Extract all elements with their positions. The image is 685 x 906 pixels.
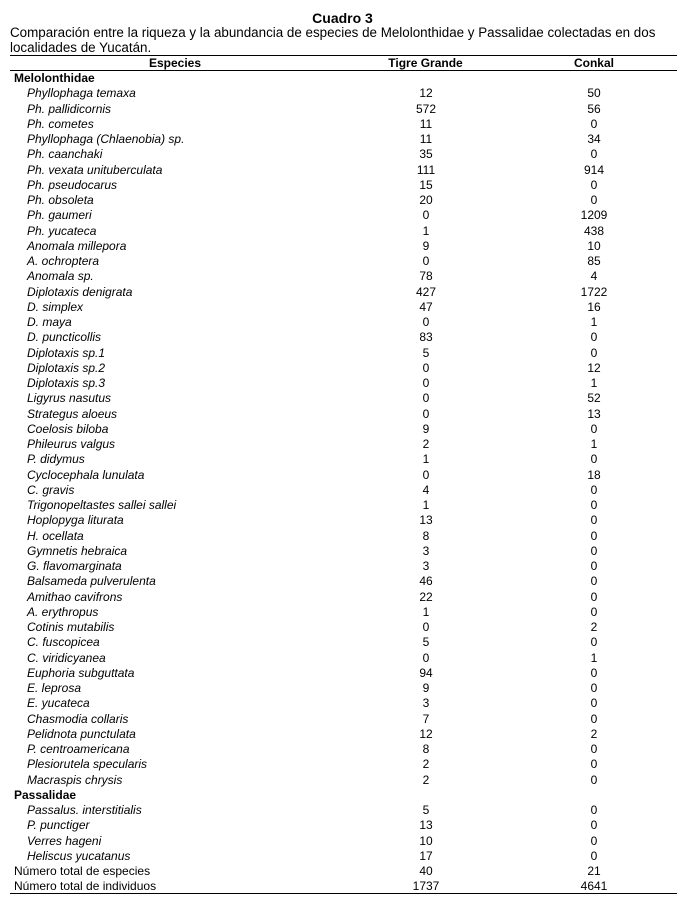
table-row <box>0 513 685 528</box>
species-cell: G. flavomarginata <box>27 559 122 573</box>
tigre-grande-cell: 0 <box>422 254 430 268</box>
tigre-grande-cell: 2 <box>422 757 430 772</box>
tigre-grande-cell: 5 <box>422 803 430 817</box>
tigre-grande-cell: 2 <box>422 437 430 451</box>
table-row <box>0 681 685 696</box>
table-row <box>0 773 685 788</box>
conkal-cell: 2 <box>590 620 598 634</box>
species-cell: A. ochroptera <box>27 254 100 268</box>
table-row <box>0 224 685 239</box>
species-cell: E. yucateca <box>27 696 90 711</box>
species-cell: Trigonopeltastes sallei sallei <box>27 498 177 512</box>
conkal-cell: 2 <box>590 726 598 741</box>
conkal-cell: 4641 <box>580 879 608 894</box>
species-cell: Melolonthidae <box>14 71 95 85</box>
species-cell: Phyllophaga temaxa <box>27 86 136 101</box>
conkal-cell: 0 <box>590 604 598 619</box>
tigre-grande-cell: 9 <box>422 238 430 253</box>
conkal-cell: 0 <box>590 498 598 512</box>
column-header-species: Especies <box>148 56 202 70</box>
species-cell: Passalus. interstitialis <box>27 803 142 817</box>
tigre-grande-cell: 111 <box>416 162 436 177</box>
table-body <box>0 71 685 895</box>
tigre-grande-cell: 13 <box>419 818 433 833</box>
species-cell: Número total de individuos <box>14 879 157 894</box>
conkal-cell: 0 <box>590 528 598 543</box>
species-cell: Verres hageni <box>27 833 102 848</box>
table-row <box>0 559 685 574</box>
table-row <box>0 300 685 315</box>
conkal-cell: 1 <box>590 437 598 451</box>
table-row <box>0 635 685 650</box>
tigre-grande-cell: 9 <box>422 421 430 436</box>
conkal-cell: 0 <box>590 452 598 467</box>
conkal-cell: 1 <box>590 650 598 665</box>
table-row <box>0 529 685 544</box>
table-row <box>0 834 685 849</box>
table-row <box>0 803 685 818</box>
conkal-cell: 0 <box>590 147 598 162</box>
species-cell: Anomala sp. <box>27 269 94 284</box>
species-cell: Ph. pallidicornis <box>27 101 112 116</box>
tigre-grande-cell: 0 <box>422 208 430 223</box>
family-row <box>0 71 685 86</box>
tigre-grande-cell: 0 <box>422 650 430 665</box>
conkal-cell: 0 <box>590 772 598 787</box>
tigre-grande-cell: 9 <box>422 681 430 695</box>
tigre-grande-cell: 11 <box>419 132 433 146</box>
tigre-grande-cell: 4 <box>422 482 430 497</box>
tigre-grande-cell: 7 <box>422 711 430 726</box>
family-row <box>0 788 685 803</box>
conkal-cell: 0 <box>590 711 598 726</box>
species-cell: D. simplex <box>27 299 84 314</box>
table-row <box>0 818 685 833</box>
table-title: Cuadro 3 <box>312 10 373 26</box>
species-cell: Ph. yucateca <box>27 223 97 238</box>
species-cell: D. maya <box>27 315 72 329</box>
conkal-cell: 0 <box>590 681 598 695</box>
table-row <box>0 483 685 498</box>
table-row <box>0 742 685 757</box>
conkal-cell: 0 <box>590 589 598 604</box>
species-cell: P. didymus <box>27 452 85 467</box>
species-cell: Hoplopyga liturata <box>27 513 124 528</box>
species-cell: Passalidae <box>14 787 77 802</box>
conkal-cell: 85 <box>587 254 601 268</box>
table-row <box>0 208 685 223</box>
tigre-grande-cell: 427 <box>415 284 437 299</box>
conkal-cell: 0 <box>590 559 598 573</box>
conkal-cell: 1 <box>590 376 598 390</box>
tigre-grande-cell: 0 <box>422 315 430 329</box>
conkal-cell: 0 <box>590 696 598 711</box>
table-row <box>0 498 685 513</box>
table-row <box>0 849 685 864</box>
tigre-grande-cell: 0 <box>422 360 430 375</box>
table-row <box>0 696 685 711</box>
table-row <box>0 285 685 300</box>
conkal-cell: 0 <box>590 848 598 863</box>
species-cell: A. erythropus <box>27 604 99 619</box>
table-bottom-rule <box>10 893 677 894</box>
species-cell: Ph. gaumeri <box>27 208 92 223</box>
tigre-grande-cell: 13 <box>419 513 433 528</box>
tigre-grande-cell: 11 <box>419 116 433 131</box>
tigre-grande-cell: 35 <box>419 147 433 162</box>
tigre-grande-cell: 0 <box>422 376 430 390</box>
species-cell: Ph. obsoleta <box>27 193 94 207</box>
species-cell: E. leprosa <box>27 681 82 695</box>
table-row <box>0 666 685 681</box>
tigre-grande-cell: 22 <box>419 589 433 604</box>
species-cell: Diplotaxis sp.1 <box>27 345 106 360</box>
conkal-cell: 0 <box>590 803 598 817</box>
species-cell: Euphoria subguttata <box>27 665 135 680</box>
table-row <box>0 117 685 132</box>
species-cell: Chasmodia collaris <box>27 711 129 726</box>
species-cell: Diplotaxis denigrata <box>27 284 133 299</box>
table-row <box>0 468 685 483</box>
conkal-cell: 914 <box>583 162 605 177</box>
conkal-cell: 4 <box>590 269 598 284</box>
table-row <box>0 590 685 605</box>
conkal-cell: 0 <box>590 116 598 131</box>
tigre-grande-cell: 3 <box>422 559 430 573</box>
table-row <box>0 651 685 666</box>
conkal-cell: 0 <box>590 193 598 207</box>
tigre-grande-cell: 1 <box>422 604 430 619</box>
conkal-cell: 438 <box>583 223 605 238</box>
table-row <box>0 86 685 101</box>
conkal-cell: 16 <box>587 299 601 314</box>
conkal-cell: 0 <box>590 421 598 436</box>
table-row <box>0 712 685 727</box>
species-cell: Cyclocephala lunulata <box>27 467 145 482</box>
tigre-grande-cell: 46 <box>419 574 433 589</box>
tigre-grande-cell: 10 <box>419 833 433 848</box>
table-row <box>0 605 685 620</box>
species-cell: Diplotaxis sp.2 <box>27 360 106 375</box>
table-row <box>0 239 685 254</box>
species-cell: Coelosis biloba <box>27 421 109 436</box>
tigre-grande-cell: 2 <box>422 772 430 787</box>
tigre-grande-cell: 5 <box>422 345 430 360</box>
table-row <box>0 178 685 193</box>
tigre-grande-cell: 15 <box>419 177 433 192</box>
table-row <box>0 132 685 147</box>
species-cell: Strategus aloeus <box>27 406 118 421</box>
conkal-cell: 0 <box>590 177 598 192</box>
tigre-grande-cell: 572 <box>415 101 437 116</box>
tigre-grande-cell: 17 <box>419 848 433 863</box>
species-cell: Anomala millepora <box>27 238 127 253</box>
tigre-grande-cell: 0 <box>422 620 430 634</box>
column-header-conkal: Conkal <box>573 56 614 70</box>
tigre-grande-cell: 47 <box>419 299 433 314</box>
conkal-cell: 13 <box>587 406 601 421</box>
table-row <box>0 544 685 559</box>
conkal-cell: 0 <box>590 345 598 360</box>
tigre-grande-cell: 1737 <box>412 879 440 894</box>
conkal-cell: 0 <box>590 574 598 589</box>
species-cell: Ph. vexata unituberculata <box>27 162 163 177</box>
species-cell: Ligyrus nasutus <box>27 391 112 406</box>
tigre-grande-cell: 0 <box>422 467 430 482</box>
conkal-cell: 56 <box>587 101 601 116</box>
table-row <box>0 407 685 422</box>
species-cell: Heliscus yucatanus <box>27 848 131 863</box>
tigre-grande-cell: 20 <box>419 193 433 207</box>
table-row <box>0 574 685 589</box>
conkal-cell: 0 <box>590 635 598 650</box>
table-row <box>0 391 685 406</box>
conkal-cell: 1722 <box>580 284 608 299</box>
species-cell: Balsameda pulverulenta <box>27 574 156 589</box>
table-row <box>0 315 685 330</box>
species-cell: Ph. pseudocarus <box>27 177 118 192</box>
table-caption: Comparación entre la riqueza y la abundancia de especies de Melolonthidae y Passalidae colectadas en dos localidades de Yucatán. <box>10 25 656 55</box>
species-cell: Cotinis mutabilis <box>27 620 115 634</box>
conkal-cell: 0 <box>590 665 598 680</box>
tigre-grande-cell: 3 <box>422 696 430 711</box>
table-row <box>0 193 685 208</box>
tigre-grande-cell: 0 <box>422 391 430 406</box>
tigre-grande-cell: 8 <box>422 742 430 756</box>
species-cell: Phileurus valgus <box>27 437 116 451</box>
species-cell: Phyllophaga (Chlaenobia) sp. <box>27 132 185 146</box>
table-row <box>0 757 685 772</box>
species-cell: C. fuscopicea <box>27 635 100 650</box>
conkal-cell: 1209 <box>580 208 608 223</box>
species-cell: P. centroamericana <box>27 742 130 756</box>
tigre-grande-cell: 1 <box>422 498 430 512</box>
tigre-grande-cell: 12 <box>419 726 433 741</box>
conkal-cell: 0 <box>590 330 598 345</box>
conkal-cell: 0 <box>590 482 598 497</box>
conkal-cell: 10 <box>587 238 601 253</box>
table-row <box>0 452 685 467</box>
conkal-cell: 12 <box>587 360 601 375</box>
species-cell: C. gravis <box>27 482 75 497</box>
table-row <box>0 346 685 361</box>
species-cell: Número total de especies <box>14 864 151 878</box>
tigre-grande-cell: 3 <box>422 543 430 558</box>
species-cell: D. puncticollis <box>27 330 102 345</box>
conkal-cell: 50 <box>587 86 601 101</box>
conkal-cell: 34 <box>587 132 601 146</box>
table-row <box>0 376 685 391</box>
tigre-grande-cell: 0 <box>422 406 430 421</box>
tigre-grande-cell: 1 <box>422 452 430 467</box>
table-row <box>0 147 685 162</box>
table-row <box>0 727 685 742</box>
conkal-cell: 0 <box>590 742 598 756</box>
species-cell: P. punctiger <box>27 818 90 833</box>
tigre-grande-cell: 83 <box>419 330 433 345</box>
species-cell: C. viridicyanea <box>27 650 106 665</box>
species-cell: Macraspis chrysis <box>27 772 123 787</box>
species-cell: Gymnetis hebraica <box>27 543 128 558</box>
column-header-tigre-grande: Tigre Grande <box>388 56 463 70</box>
tigre-grande-cell: 5 <box>422 635 430 650</box>
table-row <box>0 269 685 284</box>
species-cell: Ph. cometes <box>27 116 94 131</box>
conkal-cell: 0 <box>590 543 598 558</box>
species-cell: Plesiorutela specularis <box>27 757 148 772</box>
tigre-grande-cell: 1 <box>422 223 430 238</box>
species-cell: Diplotaxis sp.3 <box>27 376 106 390</box>
species-cell: H. ocellata <box>27 528 84 543</box>
conkal-cell: 52 <box>587 391 601 406</box>
table-row <box>0 254 685 269</box>
species-cell: Pelidnota punctulata <box>27 726 136 741</box>
tigre-grande-cell: 8 <box>422 528 430 543</box>
total-row <box>0 864 685 879</box>
table-row <box>0 163 685 178</box>
table-row <box>0 102 685 117</box>
table-row <box>0 361 685 376</box>
tigre-grande-cell: 94 <box>419 665 433 680</box>
conkal-cell: 21 <box>587 864 601 878</box>
species-cell: Amithao cavifrons <box>27 589 123 604</box>
conkal-cell: 0 <box>590 757 598 772</box>
conkal-cell: 0 <box>590 818 598 833</box>
tigre-grande-cell: 78 <box>419 269 433 284</box>
table-row <box>0 422 685 437</box>
tigre-grande-cell: 40 <box>419 864 433 878</box>
table-row <box>0 330 685 345</box>
conkal-cell: 0 <box>590 513 598 528</box>
table-row <box>0 437 685 452</box>
conkal-cell: 18 <box>587 467 601 482</box>
conkal-cell: 0 <box>590 833 598 848</box>
table-row <box>0 620 685 635</box>
species-cell: Ph. caanchaki <box>27 147 103 162</box>
tigre-grande-cell: 12 <box>419 86 433 101</box>
conkal-cell: 1 <box>590 315 598 329</box>
